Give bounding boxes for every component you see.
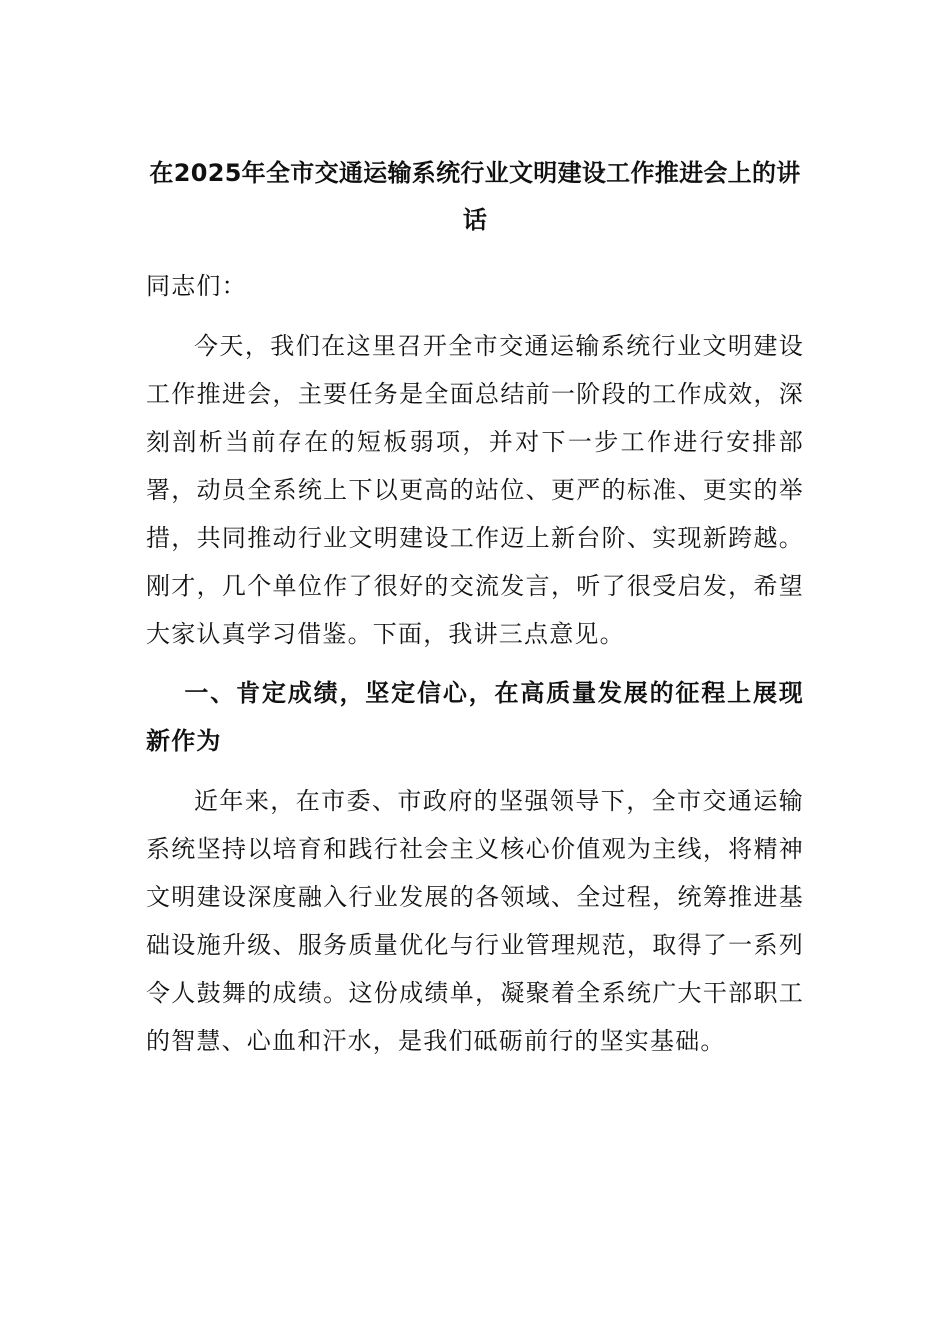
intro-paragraph: 今天，我们在这里召开全市交通运输系统行业文明建设工作推进会，主要任务是全面总结前一阶段的工作成效，深刻剖析当前存在的短板弱项，并对下一步工作进行安排部署，动员全系统上下以更高的站位、更严的标准、更实的举措，共同推动行业文明建设工作迈上新台阶、实现新跨越。刚才，几个单位作了很好的交流发言，听了很受启发，希望大家认真学习借鉴。下面，我讲三点意见。 — [146, 332, 804, 648]
document-title: 在2025年全市交通运输系统行业文明建设工作推进会上的讲话 — [149, 159, 801, 234]
salutation: 同志们： — [146, 272, 247, 300]
section-heading-1: 一、肯定成绩，坚定信心，在高质量发展的征程上展现新作为 — [146, 679, 804, 755]
document-body — [146, 150, 804, 1065]
section-1-paragraph: 近年来，在市委、市政府的坚强领导下，全市交通运输系统坚持以培育和践行社会主义核心价值观为主线，将精神文明建设深度融入行业发展的各领域、全过程，统筹推进基础设施升级、服务质量优化与行业管理规范，取得了一系列令人鼓舞的成绩。这份成绩单，凝聚着全系统广大干部职工的智慧、心血和汗水，是我们砥砺前行的坚实基础。 — [146, 787, 804, 1055]
